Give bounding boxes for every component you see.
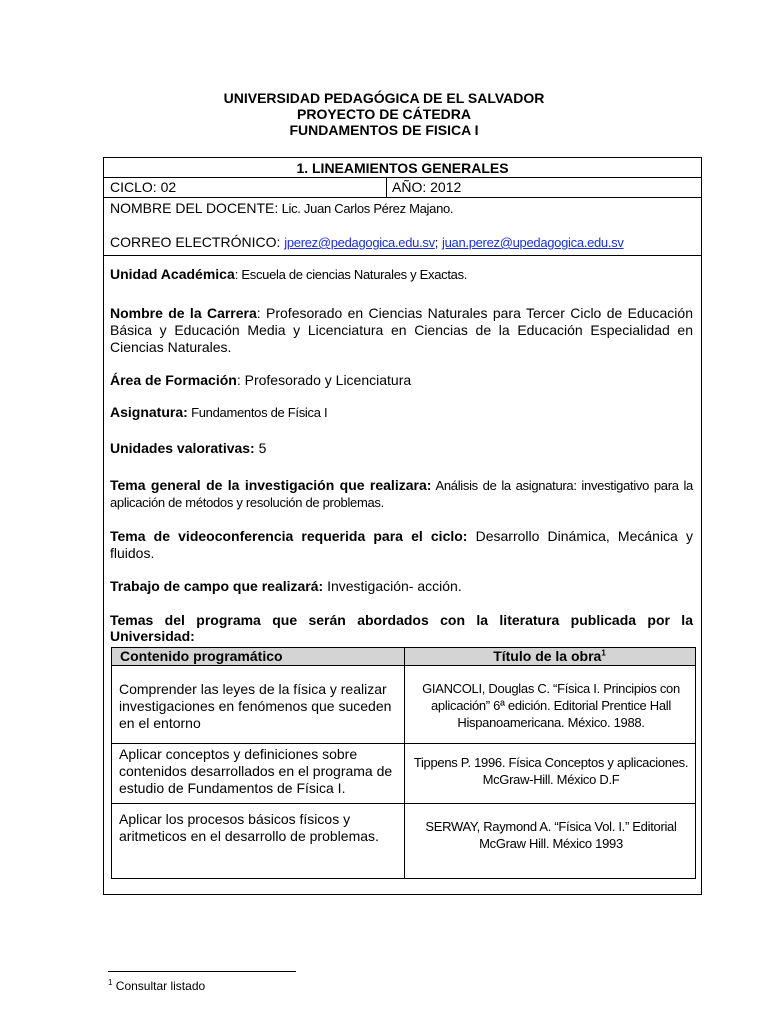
- content-cell: Aplicar los procesos básicos físicos y aritmeticos en el desarrollo de problemas.: [119, 811, 379, 844]
- footnote-ref: 1: [601, 648, 606, 658]
- document-header: [0, 90, 768, 138]
- footnote-divider: [108, 971, 296, 972]
- column-header-content: Contenido programático: [120, 648, 283, 664]
- teacher-label: NOMBRE DEL DOCENTE:: [110, 200, 279, 216]
- field-subject: Asignatura: Fundamentos de Física I: [110, 404, 328, 420]
- field-formation-area: Área de Formación: Profesorado y Licenciatura: [110, 372, 412, 388]
- teacher-row: [104, 198, 701, 256]
- footnote-mark: 1: [108, 978, 113, 987]
- field-academic-unit: Unidad Académica: Escuela de ciencias Naturales y Exactas.: [110, 266, 468, 282]
- program-content-table: [111, 647, 696, 879]
- course-title: FUNDAMENTOS DE FISICA I: [289, 122, 479, 138]
- university-name: UNIVERSIDAD PEDAGÓGICA DE EL SALVADOR: [223, 90, 545, 106]
- cycle-cell: CICLO: 02: [110, 179, 177, 195]
- teacher-value: Lic. Juan Carlos Pérez Majano.: [278, 201, 454, 216]
- column-divider: [404, 648, 405, 878]
- field-fieldwork: Trabajo de campo que realizará: Investigación- acción.: [110, 578, 462, 594]
- footnote: [108, 979, 205, 993]
- footnote-text: Consultar listado: [112, 979, 206, 993]
- content-cell: Aplicar conceptos y definiciones sobre contenidos desarrollados en el programa de estudio de Fundamentos de Física I.: [119, 746, 393, 796]
- teacher-name: [110, 200, 453, 216]
- cell-divider: [386, 178, 387, 198]
- email-separator: ;: [434, 235, 439, 250]
- reference-cell: GIANCOLI, Douglas C. “Física I. Principios con aplicación” 6ª edición. Editorial Prentice Hall Hispanoamericana. México. 1988.: [422, 681, 680, 730]
- email-label: CORREO ELECTRÓNICO:: [110, 234, 281, 250]
- teacher-email: [110, 234, 624, 250]
- email-link-1[interactable]: jperez@pedagogica.edu.sv: [284, 235, 435, 250]
- general-guidelines-table: [103, 157, 702, 895]
- project-title: PROYECTO DE CÁTEDRA: [297, 106, 471, 122]
- email-link-2[interactable]: juan.perez@upedagogica.edu.sv: [442, 235, 624, 250]
- section-title: 1. LINEAMIENTOS GENERALES: [104, 158, 701, 178]
- field-credits: Unidades valorativas: 5: [110, 440, 267, 456]
- reference-cell: SERWAY, Raymond A. “Física Vol. I.” Editorial McGraw Hill. México 1993: [425, 819, 677, 851]
- field-research-topic: Tema general de la investigación que realizara: Análisis de la asignatura: investigativo para la aplicación de métodos y resolución de problemas.: [110, 477, 693, 510]
- column-header-title: Título de la obra$^1$: [493, 648, 606, 664]
- content-cell: Comprender las leyes de la física y realizar investigaciones en fenómenos que suceden en el entorno: [119, 681, 392, 731]
- field-career: Nombre de la Carrera: Profesorado en Ciencias Naturales para Tercer Ciclo de Educación Básica y Educación Media y Licenciatura en Ciencias de la Educación Especialidad en Ciencias Naturales.: [110, 305, 693, 355]
- field-videoconference: Tema de videoconferencia requerida para el ciclo: Desarrollo Dinámica, Mecánica y fluidos.: [110, 528, 693, 561]
- field-program-topics: Temas del programa que serán abordados con la literatura publicada por la Universidad:: [110, 612, 693, 644]
- year-cell: AÑO: 2012: [392, 179, 462, 195]
- reference-cell: Tippens P. 1996. Física Conceptos y aplicaciones. McGraw-Hill. México D.F: [413, 755, 689, 787]
- cycle-year-row: [104, 178, 701, 198]
